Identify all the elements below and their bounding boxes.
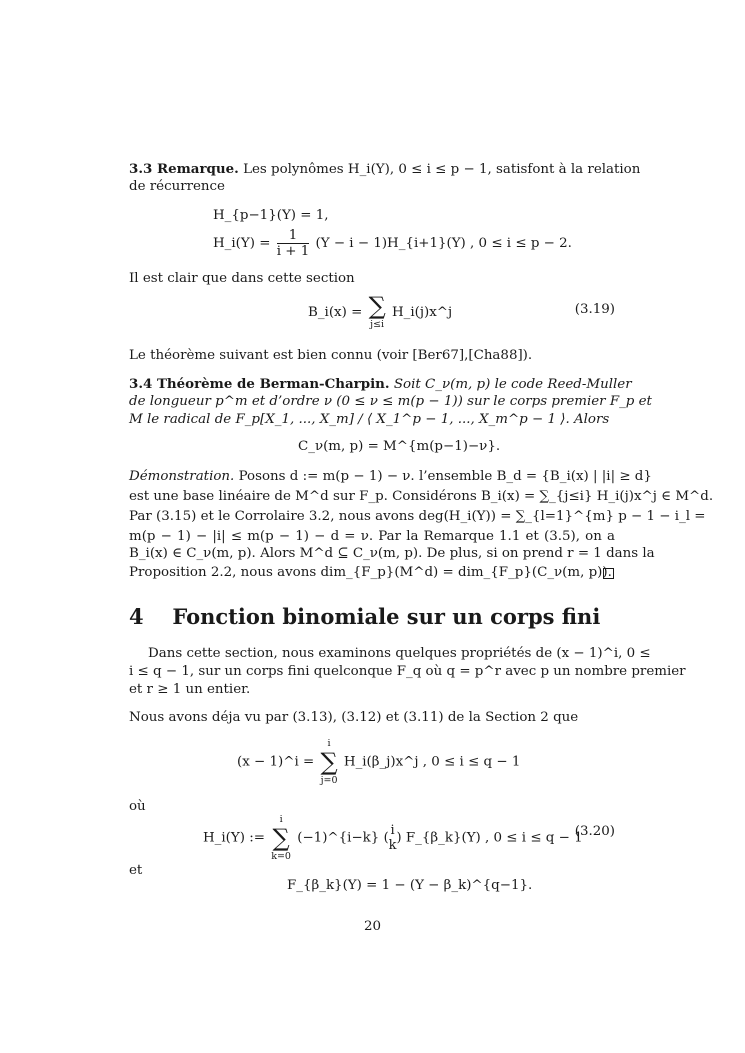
proof-line6: Proposition 2.2, nous avons dim_{F_p}(M^d) = dim_{F_p}(C_ν(m, p)). xyxy=(129,565,612,580)
binom-top: i xyxy=(390,823,395,838)
sum-bottom: k=0 xyxy=(271,851,291,862)
recurrence-eq-2-rhs: (Y − i − 1)H_{i+1}(Y) , 0 ≤ i ≤ p − 2. xyxy=(315,236,572,251)
section-text-line1: Dans cette section, nous examinons quelques propriétés de (x − 1)^i, 0 ≤ xyxy=(148,646,651,661)
recurrence-eq-1: H_{p−1}(Y) = 1, xyxy=(213,208,329,223)
remark-3-3-heading: 3.3 Remarque. xyxy=(129,161,239,177)
binomial-coefficient: ( i k ) xyxy=(383,823,402,853)
proof-line2: est une base linéaire de M^d sur F_p. Considérons B_i(x) = ∑_{j≤i} H_i(j)x^j ∈ M^d. xyxy=(129,489,714,504)
remark-3-3-text: Les polynômes H_i(Y), 0 ≤ i ≤ p − 1, satisfont à la relation xyxy=(243,162,641,177)
fraction-numerator: 1 xyxy=(277,228,310,244)
sum-top: i xyxy=(279,814,283,825)
eq-3-20-lhs: H_i(Y) := xyxy=(203,830,265,846)
theorem-3-4-line2: de longueur p^m et d’ordre ν (0 ≤ ν ≤ m(p − 1)) sur le corps premier F_p et xyxy=(129,394,652,409)
theorem-3-4-equation: C_ν(m, p) = M^{m(p−1)−ν}. xyxy=(298,439,501,454)
theorem-3-4-line3: M le radical de F_p[X_1, ..., X_m] / ⟨ X_1^p − 1, ..., X_m^p − 1 ⟩. Alors xyxy=(129,412,610,427)
final-equation: F_{β_k}(Y) = 1 − (Y − β_k)^{q−1}. xyxy=(287,878,533,893)
theorem-3-4-text: Soit C_ν(m, p) le code Reed-Muller xyxy=(393,377,632,392)
section-heading xyxy=(129,604,600,629)
sum-top: i xyxy=(327,738,331,749)
recurrence-eq-2-lhs: H_i(Y) = xyxy=(213,236,271,251)
sum-symbol: i ∑ k=0 xyxy=(271,814,291,862)
word-ou: où xyxy=(129,799,146,814)
binomial-expansion-eq xyxy=(237,737,520,787)
word-et: et xyxy=(129,863,143,878)
remark-3-3-after: Il est clair que dans cette section xyxy=(129,271,355,286)
theorem-3-4-line1 xyxy=(129,375,632,394)
proof-line5: B_i(x) ∈ C_ν(m, p). Alors M^d ⊆ C_ν(m, p). De plus, si on prend r = 1 dans la xyxy=(129,546,655,561)
eq-number-3-19: (3.19) xyxy=(574,302,615,317)
binom-bottom: k xyxy=(388,838,397,853)
eq-a-rhs: H_i(β_j)x^j , 0 ≤ i ≤ q − 1 xyxy=(343,754,521,770)
remark-3-3-line2: de récurrence xyxy=(129,179,225,194)
sum-limit: j≤i xyxy=(370,319,385,330)
eq-a-lhs: (x − 1)^i = xyxy=(237,754,315,770)
eq-3-20-rhs: F_{β_k}(Y) , 0 ≤ i ≤ q − 1 xyxy=(405,830,583,846)
proof-line4: m(p − 1) − |i| ≤ m(p − 1) − d = ν. Par la Remarque 1.1 et (3.5), on a xyxy=(129,529,615,544)
recurrence-fraction xyxy=(277,228,310,259)
qed-symbol xyxy=(603,568,614,579)
eq-3-19-rhs: H_i(j)x^j xyxy=(391,305,453,320)
remark-3-3-line1 xyxy=(129,160,641,179)
page-number: 20 xyxy=(363,919,382,934)
recurrence-eq-2 xyxy=(213,228,572,259)
eq-3-20-mid: (−1)^{i−k} xyxy=(297,830,380,846)
proof-line3: Par (3.15) et le Corrolaire 3.2, nous avons deg(H_i(Y)) = ∑_{l=1}^{m} p − 1 − i_l = xyxy=(129,509,706,524)
section-text-line2: i ≤ q − 1, sur un corps fini quelconque F_q où q = p^r avec p un nombre premier xyxy=(129,664,686,679)
proof-label: Démonstration. xyxy=(129,469,235,484)
proof-text: Posons d := m(p − 1) − ν. l’ensemble B_d = {B_i(x) | |i| ≥ d} xyxy=(238,469,652,484)
sum-symbol: ∑ j≤i xyxy=(368,292,386,330)
section-text-line4: Nous avons déja vu par (3.13), (3.12) et (3.11) de la Section 2 que xyxy=(129,710,579,725)
sum-symbol: i ∑ j=0 xyxy=(320,738,338,786)
eq-3-19-lhs: B_i(x) = xyxy=(308,305,363,320)
section-title: Fonction binomiale sur un corps fini xyxy=(172,604,601,629)
proof-line1 xyxy=(129,468,652,486)
section-text-line3: et r ≥ 1 un entier. xyxy=(129,682,251,697)
equation-3-20 xyxy=(203,813,583,863)
eq-number-3-20: (3.20) xyxy=(574,824,615,839)
theorem-intro: Le théorème suivant est bien connu (voir [Ber67],[Cha88]). xyxy=(129,348,533,363)
theorem-3-4-heading: 3.4 Théorème de Berman-Charpin. xyxy=(129,376,390,392)
section-number: 4 xyxy=(129,604,144,629)
equation-3-19 xyxy=(308,294,452,331)
sum-bottom: j=0 xyxy=(320,775,338,786)
fraction-denominator: i + 1 xyxy=(276,244,310,259)
